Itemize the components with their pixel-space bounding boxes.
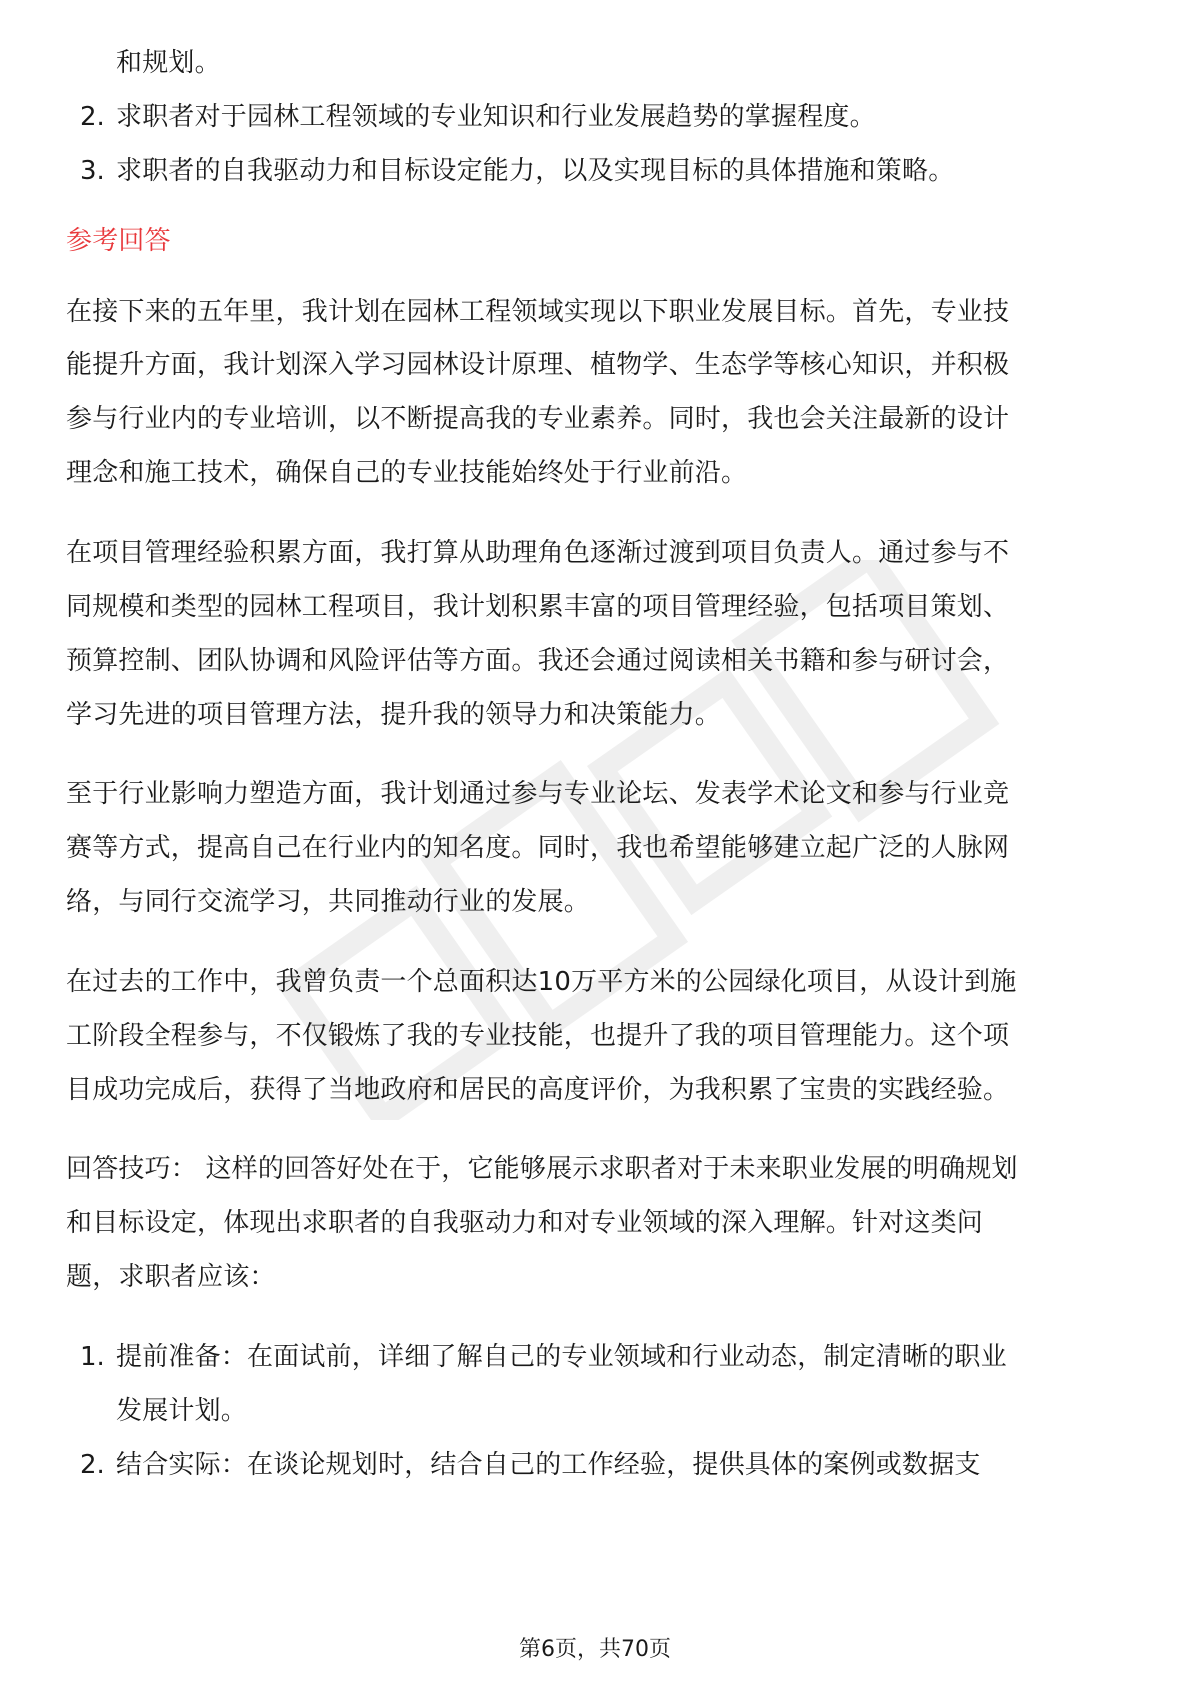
section-heading: 参考回答	[66, 226, 171, 256]
paragraph-line: 同规模和类型的园林工程项目，我计划积累丰富的项目管理经验，包括项目策划、	[66, 592, 1010, 622]
paragraph-line: 工阶段全程参与，不仅锻炼了我的专业技能，也提升了我的项目管理能力。这个项	[66, 1021, 1010, 1051]
paragraph-line: 预算控制、团队协调和风险评估等方面。我还会通过阅读相关书籍和参与研讨会，	[66, 646, 1010, 676]
paragraph-line: 络，与同行交流学习，共同推动行业的发展。	[66, 887, 591, 917]
paragraph-line: 至于行业影响力塑造方面，我计划通过参与专业论坛、发表学术论文和参与行业竞	[66, 779, 1010, 809]
paragraph-line: 理念和施工技术，确保自己的专业技能始终处于行业前沿。	[66, 458, 748, 488]
paragraph-line: 在项目管理经验积累方面，我打算从助理角色逐渐过渡到项目负责人。通过参与不	[66, 538, 1010, 568]
paragraph-line: 能提升方面，我计划深入学习园林设计原理、植物学、生态学等核心知识，并积极	[66, 350, 1010, 380]
paragraph-line: 和目标设定，体现出求职者的自我驱动力和对专业领域的深入理解。针对这类问	[66, 1208, 984, 1238]
list-item-number: 2.	[80, 102, 105, 132]
list-item-text: 求职者的自我驱动力和目标设定能力，以及实现目标的具体措施和策略。	[116, 156, 955, 186]
list-item-number: 3.	[80, 156, 105, 186]
list-item-text: 发展计划。	[116, 1396, 248, 1426]
page-number-footer: 第6页，共70页	[519, 1637, 671, 1662]
list-item-text: 结合实际：在谈论规划时，结合自己的工作经验，提供具体的案例或数据支	[116, 1450, 981, 1480]
paragraph-line: 学习先进的项目管理方法，提升我的领导力和决策能力。	[66, 700, 722, 730]
list-item-number: 2.	[80, 1450, 105, 1480]
paragraph-line: 题，求职者应该：	[66, 1262, 276, 1292]
list-item-text: 提前准备：在面试前，详细了解自己的专业领域和行业动态，制定清晰的职业	[116, 1342, 1007, 1372]
paragraph-line: 目成功完成后，获得了当地政府和居民的高度评价，为我积累了宝贵的实践经验。	[66, 1075, 1010, 1105]
paragraph-line: 在过去的工作中，我曾负责一个总面积达10万平方米的公园绿化项目，从设计到施	[66, 967, 1017, 997]
list-item-number: 1.	[80, 1342, 105, 1372]
paragraph-line: 参与行业内的专业培训，以不断提高我的专业素养。同时，我也会关注最新的设计	[66, 404, 1010, 434]
paragraph-line: 赛等方式，提高自己在行业内的知名度。同时，我也希望能够建立起广泛的人脉网	[66, 833, 1010, 863]
paragraph-line: 在接下来的五年里，我计划在园林工程领域实现以下职业发展目标。首先，专业技	[66, 297, 1010, 327]
list-item-text: 求职者对于园林工程领域的专业知识和行业发展趋势的掌握程度。	[116, 102, 876, 132]
paragraph-line: 回答技巧： 这样的回答好处在于，它能够展示求职者对于未来职业发展的明确规划	[66, 1154, 1018, 1184]
list-item-continued-text: 和规划。	[116, 48, 221, 78]
